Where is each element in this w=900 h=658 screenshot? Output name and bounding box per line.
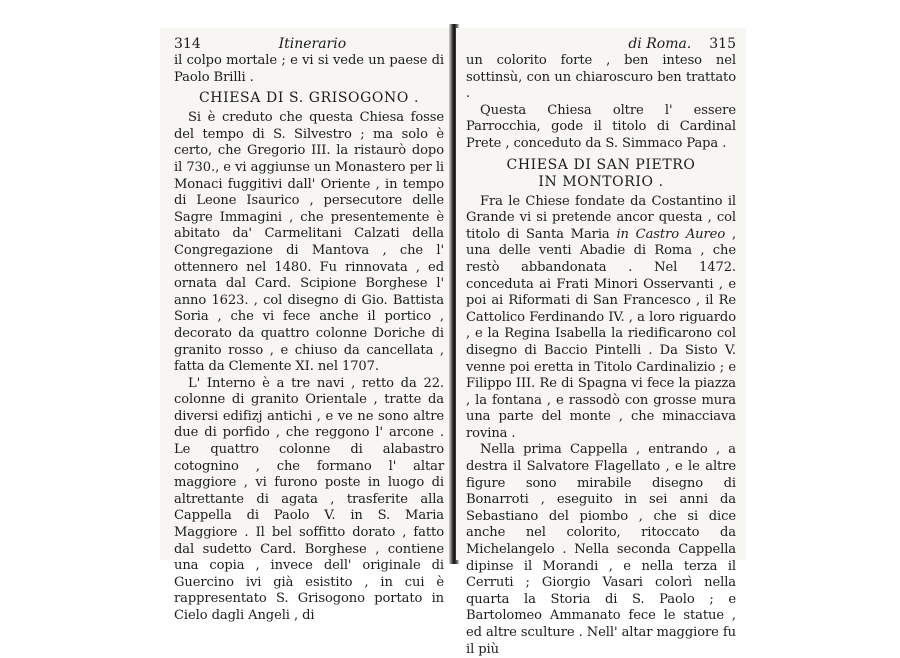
parrocchia-paragraph: Questa Chiesa oltre l' essere Parrocchia, gode il titolo di Cardinal Prete , conceduto da S. Simmaco Papa . — [466, 102, 736, 151]
paragraph-1-end: , una delle venti Abadie di Roma , che restò abbandonata . Nel 1472. conceduta ai Frati Minori Osservanti , e poi ai Riformati di San Francesco , il Re Cattolico Ferdinando IV. , a loro riguardo , e la Regina Isabella la riedificarono col disegno di Baccio Pintelli . Da Sisto V. venne poi eretta in Titolo Cardinalizio ; e Filippo III. Re di Spagna vi fece la piazza , la fontana , e rassodò con grosse mura una parte del monte , che minacciava rovina . — [466, 226, 736, 441]
section-heading-san-pietro — [466, 157, 736, 191]
right-page — [456, 28, 746, 657]
section-heading-grisogono: CHIESA DI S. GRISOGONO . — [198, 90, 420, 107]
left-intro-text: il colpo mortale ; e vi si vede un paese di Paolo Brilli . — [174, 53, 444, 85]
right-running-head: di Roma. — [628, 36, 692, 52]
left-running-head: Itinerario — [278, 36, 347, 52]
right-page-header — [466, 36, 736, 52]
right-page-number: 315 — [709, 36, 736, 52]
left-page-number: 314 — [174, 36, 201, 52]
san-pietro-paragraph-1 — [466, 194, 736, 443]
left-page-header — [174, 36, 444, 52]
grisogono-paragraph-2: L' Interno è a tre navi , retto da 22. colonne di granito Orientale , tratte da diversi edifizj antichi , e ve ne sono altre due di porfido , che reggono l' arcone . Le quattro colonne di alabastro cotognino , che formano l' altar maggiore , vi furono poste in luogo di altrettante di agata , trasferite alla Cappella di Paolo V. in S. Maria Maggiore . Il bel soffitto dorato , fatto dal sudetto Card. Borghese , contiene una copia , invece dell' originale di Guercino ivi già esistito , in cui è rappresentato S. Grisogono portato in Cielo dagli Angeli , di — [174, 375, 444, 623]
heading-line-2: IN MONTORIO . — [538, 173, 664, 190]
grisogono-paragraph-1: Si è creduto che questa Chiesa fosse del tempo di S. Silvestro ; ma solo è certo, che Gregorio III. la ristaurò dopo il 730., e vi aggiunse un Monastero per li Monaci fuggitivi dall' Oriente , in tempo di Leone Isaurico , persecutore delle Sagre Immagini , che presentemente è abitato da' Carmelitani Calzati della Congregazione di Mantova , che l' ottennero nel 1480. Fu rinnovata , ed ornata dal Card. Scipione Borghese l' anno 1623. , col disegno di Gio. Battista Soria , che vi fece anche il portico , decorato da quattro colonne Doriche di granito rosso , e chiuso da cancellata , fatta da Clemente XI. nel 1707. — [174, 110, 444, 375]
castro-aureo-italic: in Castro Aureo — [616, 226, 726, 242]
san-pietro-paragraph-2: Nella prima Cappella , entrando , a destra il Salvatore Flagellato , e le altre figure sono mirabile disegno di Bonarroti , eseguito in sei anni da Sebastiano del piombo , che si dice anche nel colorito, ritoccato da Michelangelo . Nella seconda Cappella dipinse il Morandi , e nella terza il Cerruti ; Giorgio Vasari colorì nella quarta la Storia di S. Paolo ; e Bartolomeo Ammanato fece le statue , ed altre sculture . Nell' altar maggiore fu il più — [466, 442, 736, 657]
right-intro-text: un colorito forte , ben inteso nel sottinsù, con un chiaroscuro ben trattato . — [466, 53, 736, 102]
heading-line-1: CHIESA DI SAN PIETRO — [506, 156, 696, 173]
paragraph-1-start: Fra le Chiese fondate da Costantino il Grande vi si pretende ancor questa , col titolo di Santa Maria — [466, 193, 736, 242]
left-page — [160, 28, 452, 623]
